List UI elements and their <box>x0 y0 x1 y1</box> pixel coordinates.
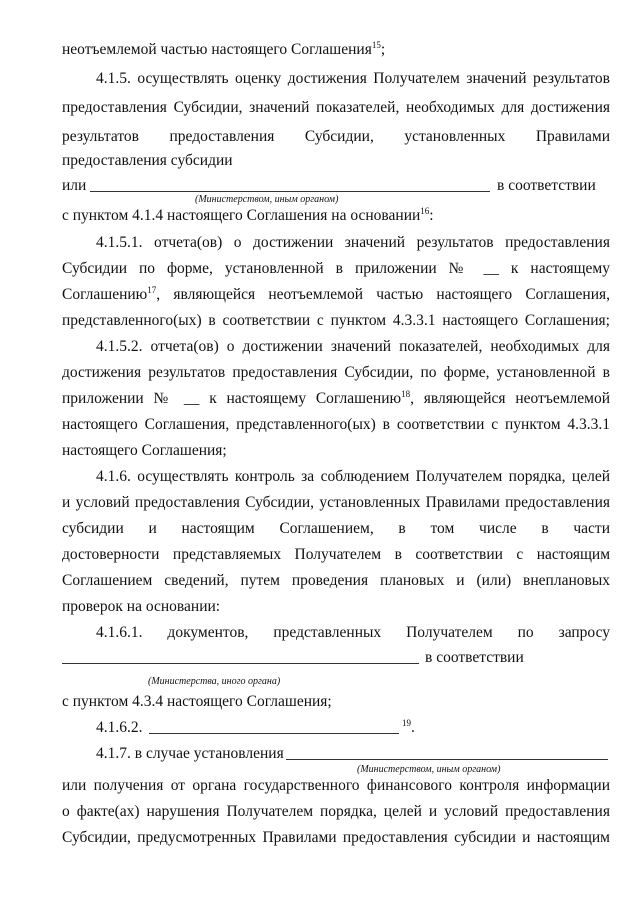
text-line: предоставления субсидии <box>62 152 233 169</box>
text-line: о факте(ах) нарушения Получателем порядка, целей и условий предоставления <box>62 803 610 820</box>
text-line: и условий предоставления Субсидии, установленных Правилами предоставления <box>62 494 610 511</box>
text-line: субсидии и настоящим Соглашением, в том числе в части <box>62 520 610 537</box>
blank-caption: (Министерством, иным органом) <box>357 764 501 775</box>
text-line <box>62 206 610 226</box>
text-line: 4.1.5. осуществлять оценку достижения Получателем значений результатов <box>96 70 610 87</box>
footnote-ref: 16 <box>420 206 430 216</box>
text-line: 4.1.6. осуществлять контроль за соблюдением Получателем порядка, целей <box>96 468 610 485</box>
fill-in-blank <box>286 744 608 760</box>
line-text: 4.1.7. в случае установления <box>96 745 284 762</box>
line-text: приложении № __ к настоящему Соглашению <box>62 390 402 407</box>
text-line: предоставления Субсидии, значений показателей, необходимых для достижения <box>62 99 610 116</box>
line-text: , являющейся неотъемлемой частью настоящего Соглашения, <box>156 286 610 303</box>
text-line: с пунктом 4.3.4 настоящего Соглашения; <box>62 693 332 710</box>
line-text: 4.1.6.2. <box>96 719 143 736</box>
text-line: Соглашением сведений, путем проведения плановых и (или) внеплановых <box>62 572 610 589</box>
fill-in-blank <box>62 648 419 664</box>
footnote-ref: 19 <box>402 718 411 728</box>
text-line: настоящего Соглашения, представленного(ых) в соответствии с пунктом 4.3.3.1 <box>62 416 610 433</box>
text-line: 4.1.5.2. отчета(ов) о достижении значений показателей, необходимых для <box>96 338 610 355</box>
line-text: , являющейся неотъемлемой <box>410 390 610 407</box>
text-line: или получения от органа государственного финансового контроля информации <box>62 777 610 794</box>
line-text: в соответствии <box>425 649 524 666</box>
footnote-ref: 17 <box>147 285 157 295</box>
text-line: настоящего Соглашения; <box>62 442 227 459</box>
text-line: 4.1.5.1. отчета(ов) о достижении значений результатов предоставления <box>96 234 610 251</box>
text-line: результатов предоставления Субсидии, установленных Правилами <box>62 128 610 145</box>
text-line: достижения результатов предоставления Субсидии, по форме, установленной в <box>62 364 610 381</box>
text-line: представленного(ых) в соответствии с пунктом 4.3.3.1 настоящего Соглашения; <box>62 312 610 329</box>
line-text: или <box>62 177 87 194</box>
footnote-ref: 18 <box>401 389 411 399</box>
text-line: 4.1.6.1. документов, представленных Получателем по запросу <box>96 624 610 641</box>
blank-caption: (Министерством, иным органом) <box>195 194 339 205</box>
text-line: достоверности представляемых Получателем в соответствии с настоящим <box>62 546 610 563</box>
fill-in-blank <box>90 176 490 192</box>
line-text: ; <box>380 41 386 58</box>
footnote-ref: 15 <box>371 40 381 50</box>
text-line: проверок на основании: <box>62 598 221 615</box>
text-line <box>62 40 610 60</box>
blank-caption: (Министерства, иного органа) <box>148 676 281 687</box>
line-text: . <box>411 719 415 736</box>
text-line <box>62 285 610 305</box>
line-text: с пунктом 4.1.4 настоящего Соглашения на основании <box>62 207 421 224</box>
line-text: в соответствии <box>497 177 596 194</box>
text-line: Субсидии, предусмотренных Правилами предоставления субсидии и настоящим <box>62 829 610 846</box>
text-line: Субсидии по форме, установленной в приложении № __ к настоящему <box>62 260 610 277</box>
text-line <box>402 718 415 738</box>
fill-in-blank <box>149 718 399 734</box>
line-text: Соглашению <box>62 286 148 303</box>
line-text: : <box>429 207 434 224</box>
line-text: неотъемлемой частью настоящего Соглашения <box>62 41 372 58</box>
text-line <box>62 389 610 409</box>
